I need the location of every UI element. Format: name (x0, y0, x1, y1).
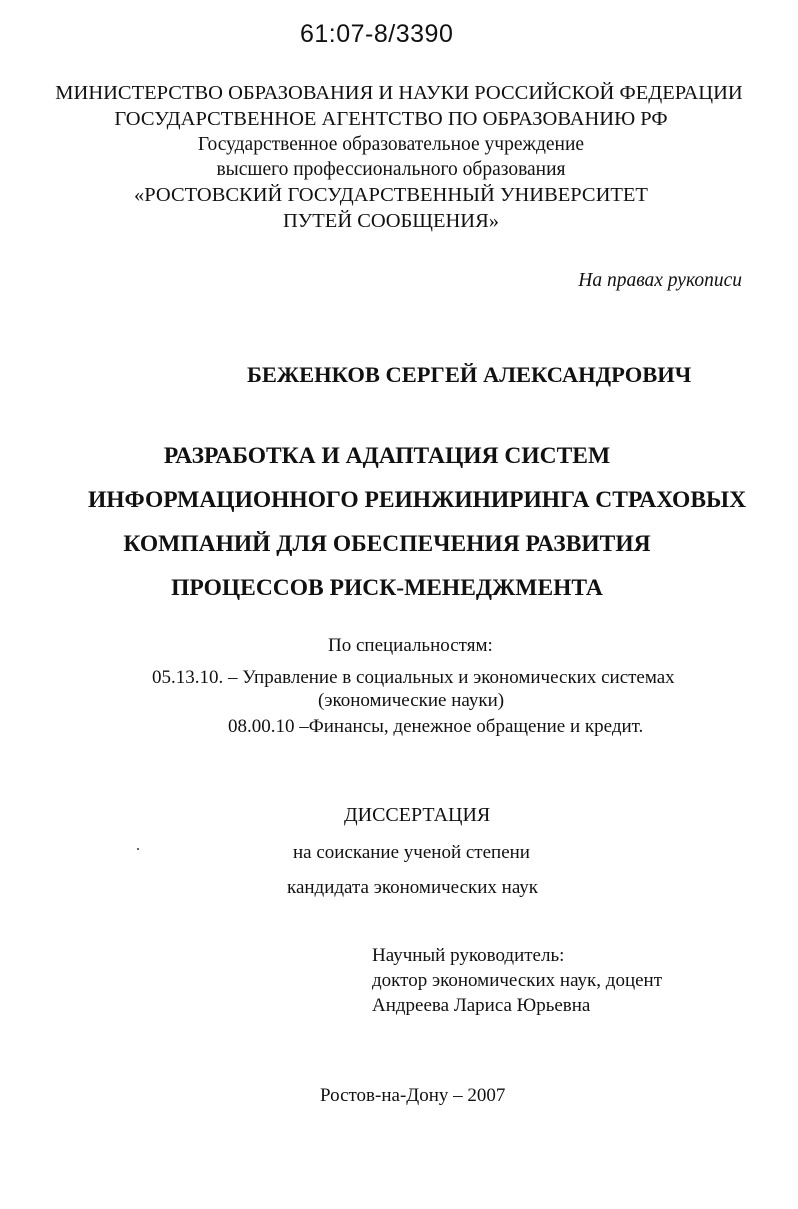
agency-line: ГОСУДАРСТВЕННОЕ АГЕНТСТВО ПО ОБРАЗОВАНИЮ РФ (114, 108, 668, 130)
title-line-3: КОМПАНИЙ ДЛЯ ОБЕСПЕЧЕНИЯ РАЗВИТИЯ (123, 531, 651, 557)
university-name-line1: «РОСТОВСКИЙ ГОСУДАРСТВЕННЫЙ УНИВЕРСИТЕТ (134, 184, 648, 206)
place-year: Ростов-на-Дону – 2007 (320, 1085, 506, 1106)
title-line-1: РАЗРАБОТКА И АДАПТАЦИЯ СИСТЕМ (163, 443, 611, 469)
university-name-line2: ПУТЕЙ СООБЩЕНИЯ» (282, 210, 500, 232)
specialty-1-note: (экономические науки) (318, 690, 505, 711)
specialty-2: 08.00.10 –Финансы, денежное обращение и кредит. (228, 716, 644, 737)
education-level-line: высшего профессионального образования (216, 159, 566, 180)
specialties-heading: По специальностям: (328, 635, 493, 656)
institution-type-line: Государственное образовательное учреждение (197, 134, 585, 155)
scan-speck (137, 848, 139, 850)
supervisor-name: Андреева Лариса Юрьевна (372, 995, 591, 1016)
degree-line-2: кандидата экономических наук (287, 877, 539, 898)
degree-line-1: на соискание ученой степени (293, 842, 530, 863)
title-line-4: ПРОЦЕССОВ РИСК-МЕНЕДЖМЕНТА (171, 575, 603, 601)
supervisor-credentials: доктор экономических наук, доцент (372, 970, 663, 991)
specialty-1: 05.13.10. – Управление в социальных и экономических системах (152, 667, 675, 688)
manuscript-note: На правах рукописи (578, 270, 742, 291)
dissertation-label: ДИССЕРТАЦИЯ (344, 804, 491, 826)
registration-number: 61:07-8/3390 (300, 20, 454, 48)
supervisor-label: Научный руководитель: (372, 945, 565, 966)
author-name: БЕЖЕНКОВ СЕРГЕЙ АЛЕКСАНДРОВИЧ (247, 362, 692, 387)
title-line-2: ИНФОРМАЦИОННОГО РЕИНЖИНИРИНГА СТРАХОВЫХ (87, 487, 747, 513)
ministry-line: МИНИСТЕРСТВО ОБРАЗОВАНИЯ И НАУКИ РОССИЙСКОЙ ФЕДЕРАЦИИ (55, 82, 743, 104)
